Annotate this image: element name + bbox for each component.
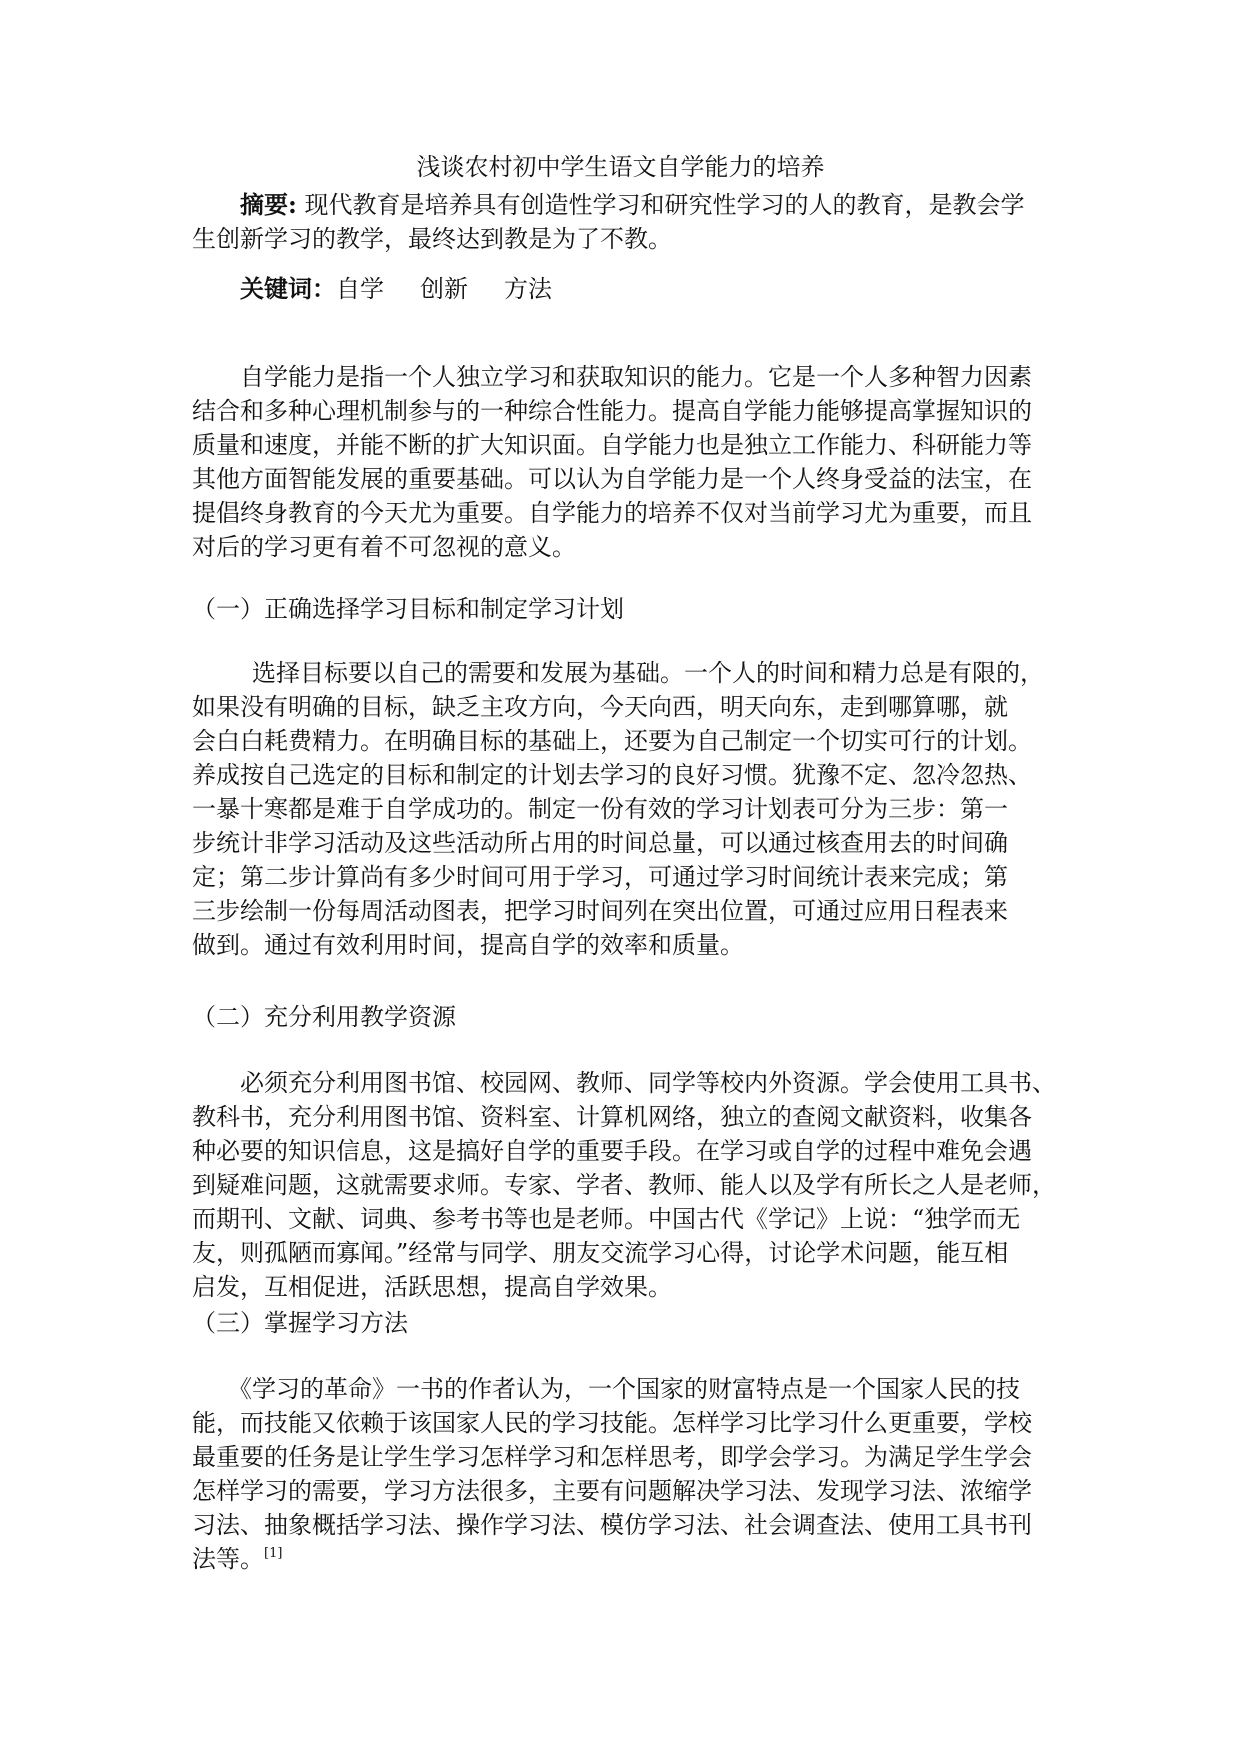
keywords-block (192, 272, 1052, 306)
section-heading: （一）正确选择学习目标和制定学习计划 (192, 595, 624, 623)
paragraph-line: 自学能力是指一个人独立学习和获取知识的能力。它是一个人多种智力因素 (240, 363, 1032, 391)
paragraph-line: 习法、抽象概括学习法、操作学习法、模仿学习法、社会调查法、使用工具书刊 (192, 1511, 1032, 1539)
paragraph-line: 三步绘制一份每周活动图表，把学习时间列在突出位置，可通过应用日程表来 (192, 897, 1008, 925)
paragraph-line: 质量和速度，并能不断的扩大知识面。自学能力也是独立工作能力、科研能力等 (192, 431, 1032, 459)
paragraph-line: 其他方面智能发展的重要基础。可以认为自学能力是一个人终身受益的法宝，在 (192, 465, 1032, 493)
paragraph-line: 《学习的革命》一书的作者认为，一个国家的财富特点是一个国家人民的技 (228, 1375, 1020, 1403)
keyword-item: 自学 (336, 275, 384, 303)
paragraph-line: 对后的学习更有着不可忽视的意义。 (192, 533, 576, 561)
abstract-line: 生创新学习的教学，最终达到教是为了不教。 (192, 225, 672, 253)
paragraph-line: 能，而技能又依赖于该国家人民的学习技能。怎样学习比学习什么更重要，学校 (192, 1409, 1032, 1437)
intro-paragraph (192, 360, 1052, 564)
abstract-line: 摘要: 现代教育是培养具有创造性学习和研究性学习的人的教育，是教会学 (240, 190, 1025, 219)
paragraph-line: 做到。通过有效利用时间，提高自学的效率和质量。 (192, 931, 744, 959)
paragraph-line: 会白白耗费精力。在明确目标的基础上，还要为自己制定一个切实可行的计划。 (192, 727, 1032, 755)
paragraph-line: 法等。[1] (192, 1545, 283, 1573)
paragraph-line: 教科书，充分利用图书馆、资料室、计算机网络，独立的查阅文献资料，收集各 (192, 1103, 1032, 1131)
keywords-line (192, 272, 1052, 306)
section1-paragraph (192, 656, 1052, 962)
paragraph-line: 而期刊、文献、词典、参考书等也是老师。中国古代《学记》上说：“独学而无 (192, 1205, 1021, 1233)
keyword-item: 方法 (504, 275, 552, 303)
paragraph-line: 必须充分利用图书馆、校园网、教师、同学等校内外资源。学会使用工具书、 (240, 1069, 1056, 1097)
paragraph-line: 如果没有明确的目标，缺乏主攻方向，今天向西，明天向东，走到哪算哪，就 (192, 693, 1008, 721)
paragraph-line: 一暴十寒都是难于自学成功的。制定一份有效的学习计划表可分为三步：第一 (192, 795, 1008, 823)
section-heading: （二）充分利用教学资源 (192, 1003, 456, 1031)
abstract-label: 摘要: (240, 190, 297, 219)
paragraph-line: 步统计非学习活动及这些活动所占用的时间总量，可以通过核查用去的时间确 (192, 829, 1008, 857)
section2-paragraph (192, 1066, 1056, 1304)
paragraph-line: 最重要的任务是让学生学习怎样学习和怎样思考，即学会学习。为满足学生学会 (192, 1443, 1032, 1471)
paragraph-line: 选择目标要以自己的需要和发展为基础。一个人的时间和精力总是有限的， (252, 659, 1044, 687)
section-heading: （三）掌握学习方法 (192, 1309, 408, 1337)
paragraph-line: 种必要的知识信息，这是搞好自学的重要手段。在学习或自学的过程中难免会遇 (192, 1137, 1032, 1165)
paragraph-line: 提倡终身教育的今天尤为重要。自学能力的培养不仅对当前学习尤为重要，而且 (192, 499, 1032, 527)
paragraph-line: 友，则孤陋而寡闻。”经常与同学、朋友交流学习心得，讨论学术问题，能互相 (192, 1239, 1009, 1267)
paragraph-line: 定；第二步计算尚有多少时间可用于学习，可通过学习时间统计表来完成；第 (192, 863, 1008, 891)
section3-paragraph (192, 1372, 1052, 1576)
paragraph-line: 启发，互相促进，活跃思想，提高自学效果。 (192, 1273, 672, 1301)
document-title: 浅谈农村初中学生语文自学能力的培养 (416, 153, 825, 181)
paragraph-line: 结合和多种心理机制参与的一种综合性能力。提高自学能力能够提高掌握知识的 (192, 397, 1032, 425)
paragraph-line: 养成按自己选定的目标和制定的计划去学习的良好习惯。犹豫不定、忽冷忽热、 (192, 761, 1032, 789)
footnote-reference: [1] (264, 1546, 283, 1561)
keywords-label: 关键词： (240, 274, 336, 303)
keyword-item: 创新 (420, 275, 468, 303)
paragraph-line: 怎样学习的需要，学习方法很多，主要有问题解决学习法、发现学习法、浓缩学 (192, 1477, 1032, 1505)
paragraph-line: 到疑难问题，这就需要求师。专家、学者、教师、能人以及学有所长之人是老师， (192, 1171, 1056, 1199)
abstract-block (192, 188, 1052, 256)
